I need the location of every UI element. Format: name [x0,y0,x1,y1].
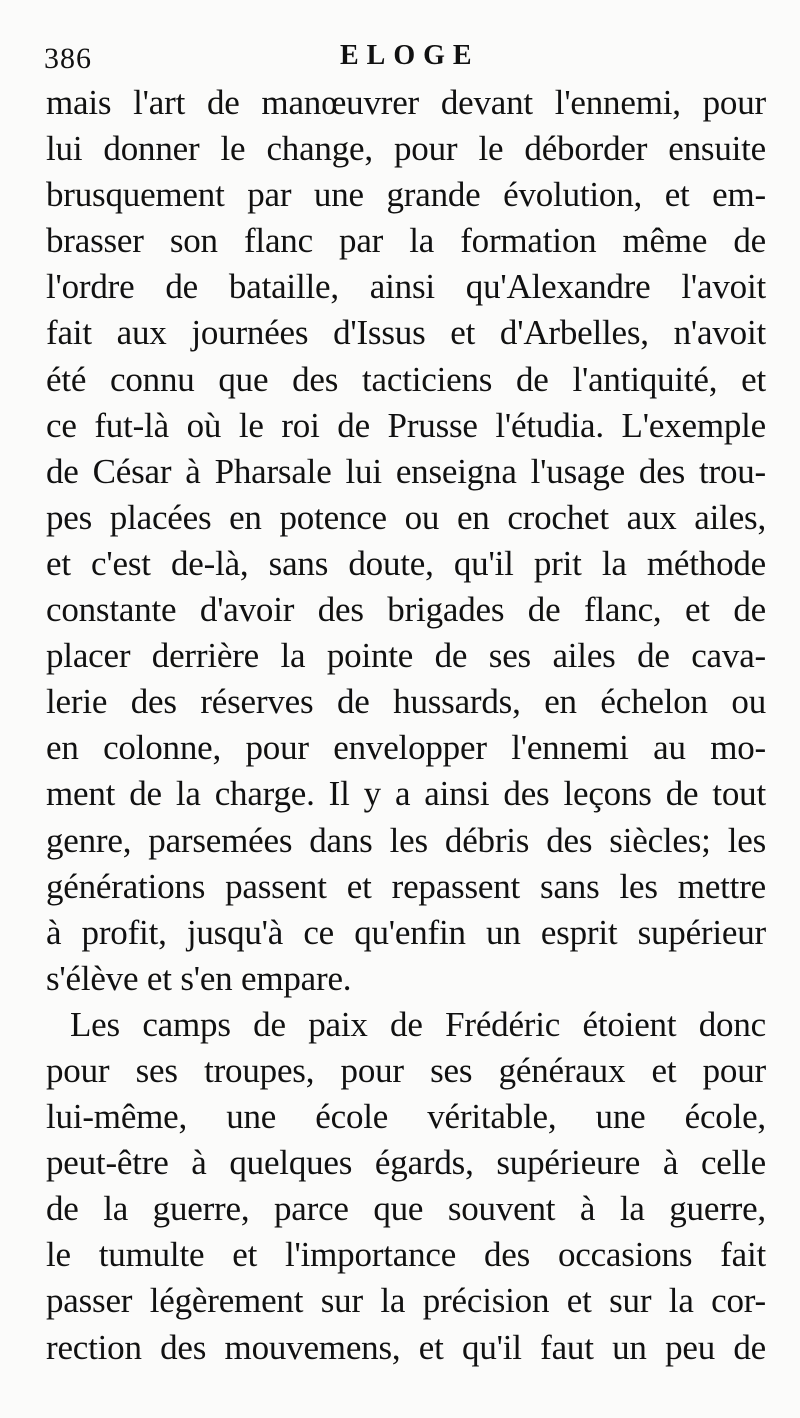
text-line: mais l'art de manœuvrer devant l'ennemi, pour [46,83,766,122]
text-line: ment de la charge. Il y a ainsi des leçons de tout [46,774,766,814]
text-line: ce fut-là où le roi de Prusse l'étudia. L'exemple [46,405,766,445]
text-line: pour ses troupes, pour ses généraux et pour [46,1050,766,1090]
text-line: lui donner le change, pour le déborder ensuite [46,129,766,169]
text-line: et c'est de-là, sans doute, qu'il prit la méthode [46,543,766,583]
text-line: rection des mouvemens, et qu'il faut un peu de [46,1327,766,1367]
text-line: lui-même, une école véritable, une école, [46,1097,766,1137]
text-line: brusquement par une grande évolution, et em- [46,175,766,215]
page-number: 386 [44,42,92,75]
text-line: peut-être à quelques égards, supérieure à celle [46,1143,766,1183]
paragraph-start-line: Les camps de paix de Frédéric étoient donc [70,1004,766,1044]
text-line: de la guerre, parce que souvent à la guerre, [46,1189,766,1229]
text-line: placer derrière la pointe de ses ailes de cava- [46,636,766,676]
text-line: en colonne, pour envelopper l'ennemi au mo- [46,728,766,768]
text-line: le tumulte et l'importance des occasions fait [46,1235,766,1275]
text-line: l'ordre de bataille, ainsi qu'Alexandre l'avoit [46,267,766,307]
text-line: genre, parsemées dans les débris des siècles; les [46,820,766,860]
running-title: ELOGE [340,40,480,71]
text-line: lerie des réserves de hussards, en échelon ou [46,682,766,722]
text-line: brasser son flanc par la formation même de [46,221,766,261]
text-line: de César à Pharsale lui enseigna l'usage des trou- [46,451,766,491]
text-line: été connu que des tacticiens de l'antiquité, et [46,359,766,399]
text-line: s'élève et s'en empare. [46,958,352,998]
text-line: fait aux journées d'Issus et d'Arbelles, n'avoit [46,313,766,353]
text-line: à profit, jusqu'à ce qu'enfin un esprit supérieur [46,912,766,952]
text-line: générations passent et repassent sans les mettre [46,866,766,906]
body-text [46,80,766,1371]
text-line: pes placées en potence ou en crochet aux ailes, [46,497,766,537]
page-header [40,36,760,80]
text-line: passer légèrement sur la précision et sur la cor- [46,1281,766,1321]
text-line: constante d'avoir des brigades de flanc, et de [46,590,766,630]
